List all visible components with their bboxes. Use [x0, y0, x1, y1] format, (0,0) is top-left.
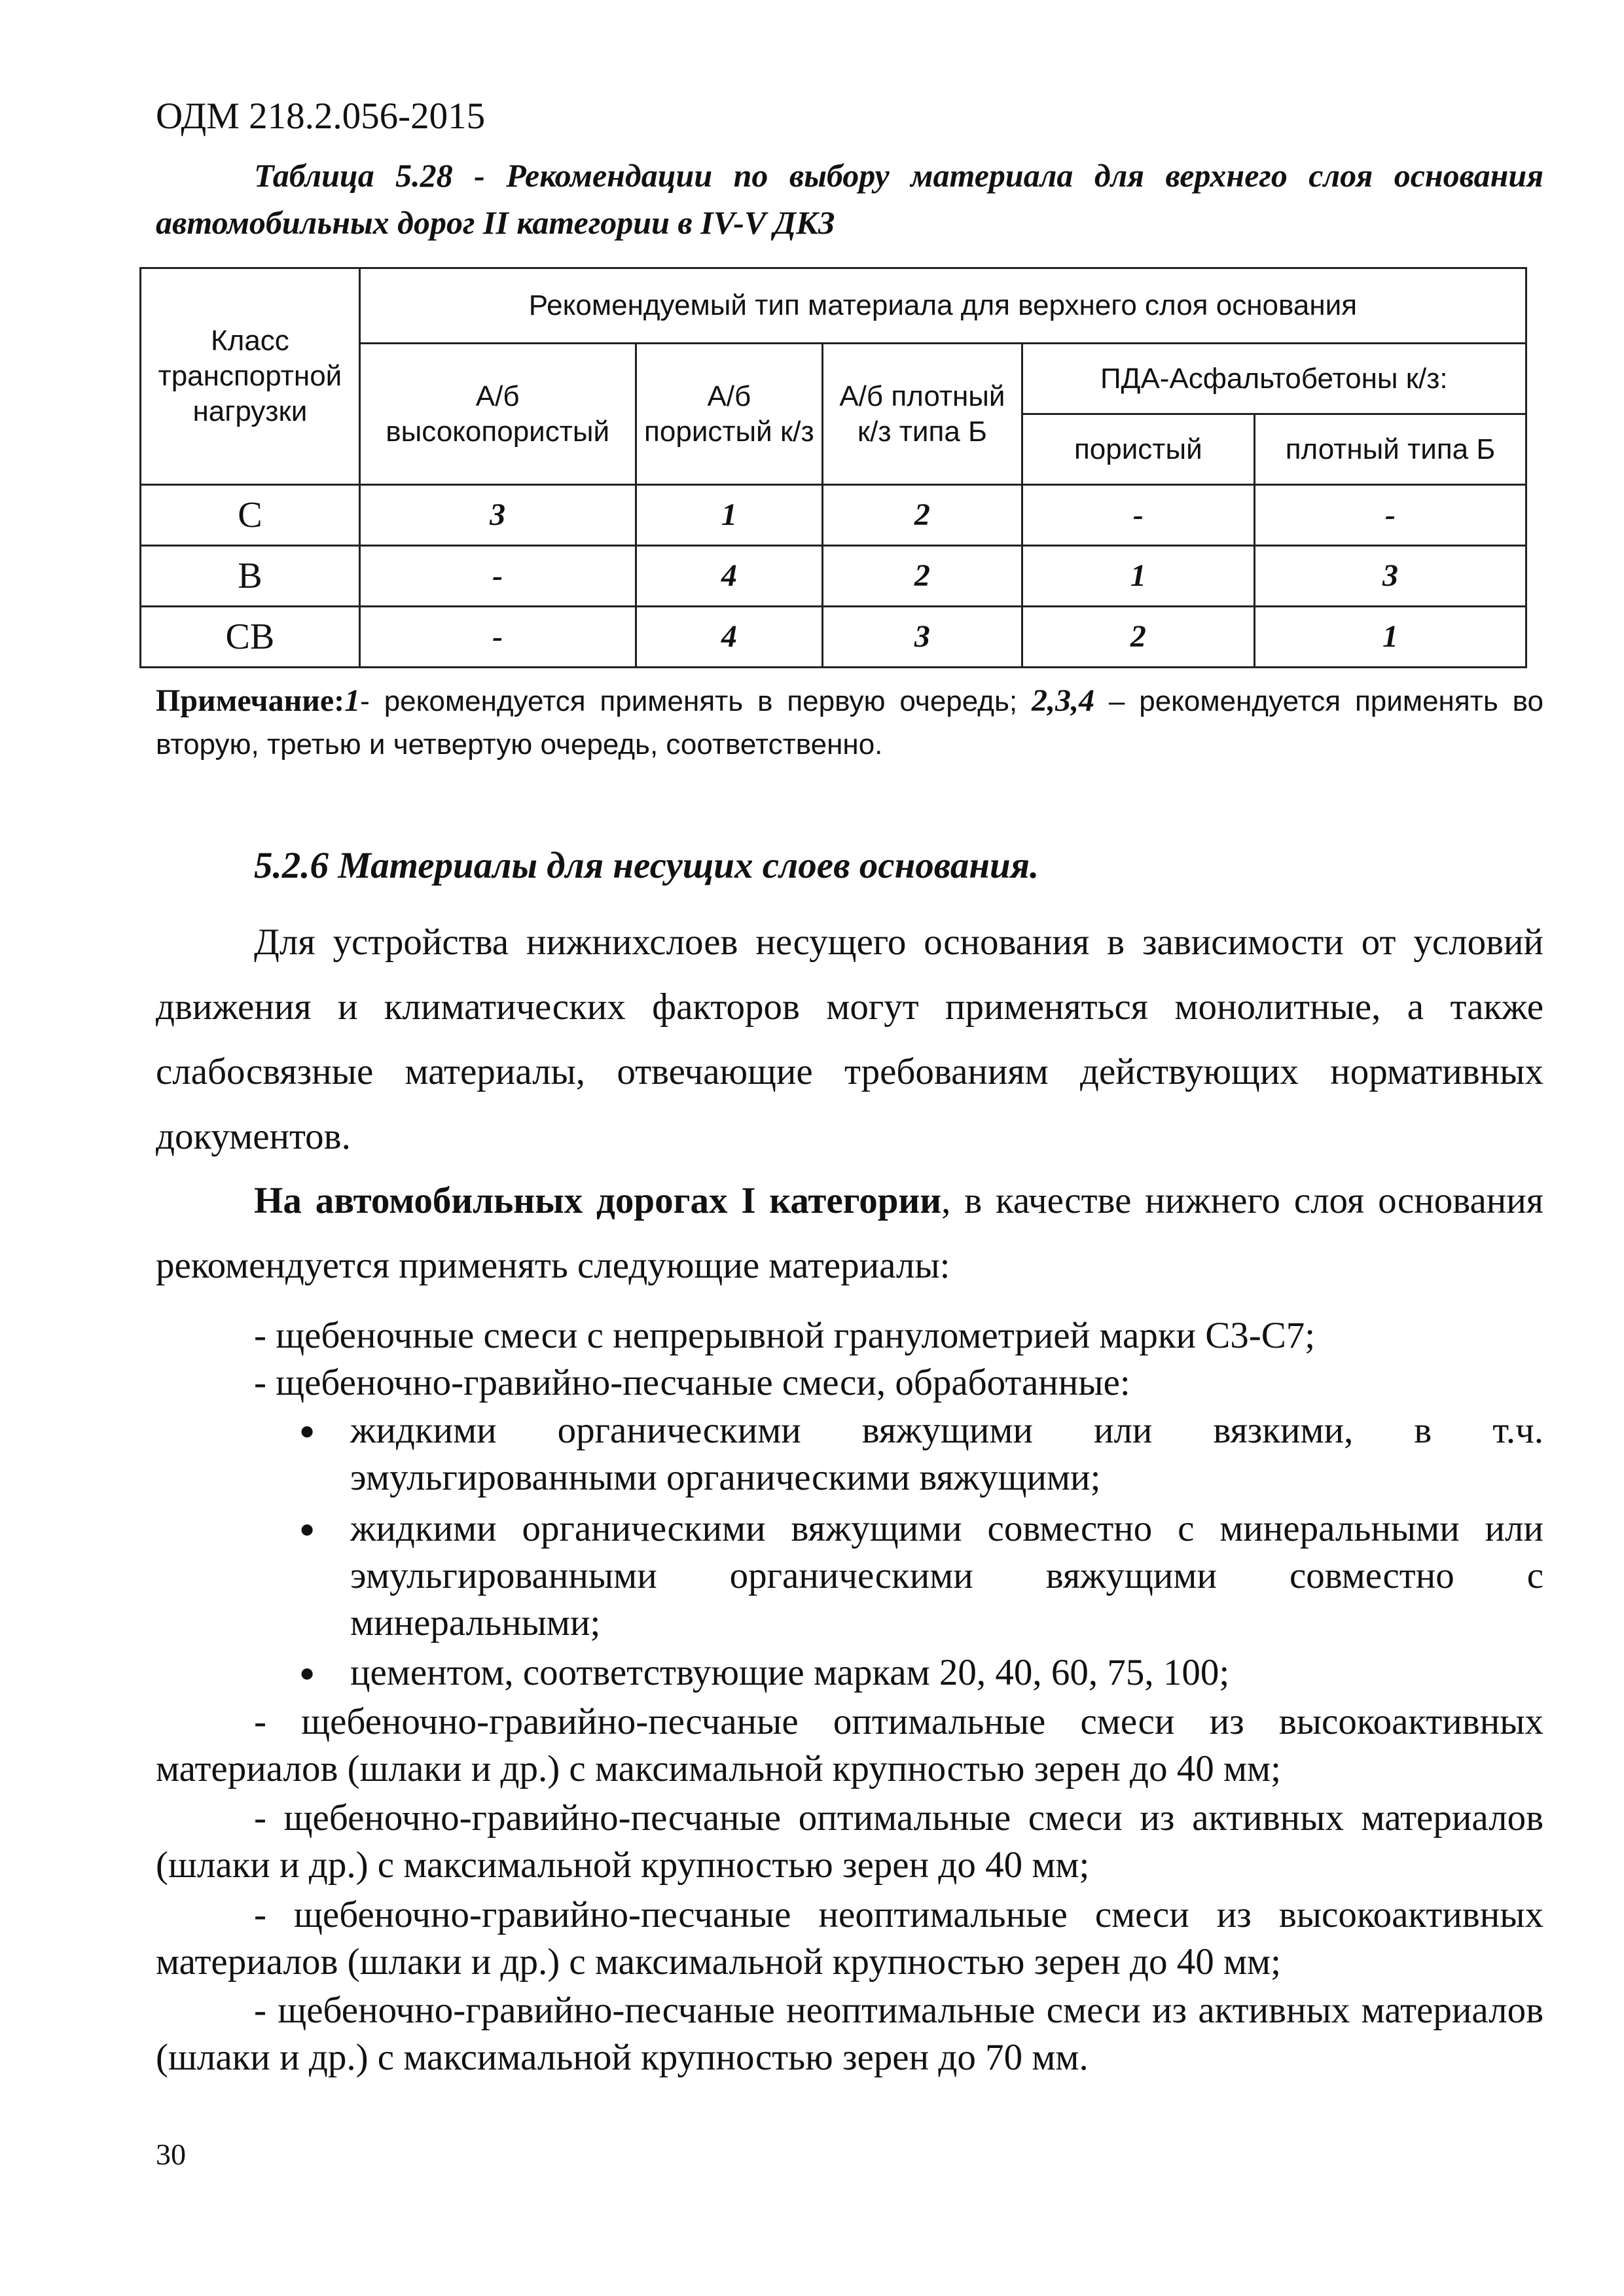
bullet-text: цементом, соответствующие маркам 20, 40, 60, 75, 100;	[350, 1652, 1230, 1693]
table-cell: 3	[823, 607, 1022, 668]
bullet-item	[299, 1649, 1543, 1696]
table-row	[141, 607, 1526, 668]
table-row	[141, 485, 1526, 546]
row-class: СВ	[141, 607, 360, 668]
table-cell: 1	[1022, 546, 1254, 607]
header-pda: ПДА-Асфальтобетоны к/з:	[1022, 344, 1526, 414]
paragraph-1-text: Для устройства нижнихслоев несущего основания в зависимости от условий движения и климатических факторов могут применяться монолитные, а также слабосвязные материалы, отвечающие требованиям действующих нормативных документов.	[156, 922, 1543, 1157]
table-cell: -	[1022, 485, 1254, 546]
table-cell: -	[359, 546, 636, 607]
document-header: ОДМ 218.2.056-2015	[156, 96, 486, 137]
list-item: - щебеночно-гравийно-песчаные оптимальные смеси из высокоактивных материалов (шлаки и др.) с максимальной крупностью зерен до 40 мм;	[156, 1701, 1543, 1789]
table-cell: 4	[636, 546, 823, 607]
table-cell: 4	[636, 607, 823, 668]
paragraph-2-text: , в качестве нижнего слоя основания рекомендуется применять следующие материалы:	[156, 1180, 1543, 1286]
note-text1: - рекомендуется применять в первую очередь;	[360, 685, 1018, 717]
section-title: 5.2.6 Материалы для несущих слоев основания.	[254, 845, 1039, 886]
list-item: - щебеночно-гравийно-песчаные неоптимальные смеси из высокоактивных материалов (шлаки и др.) с максимальной крупностью зерен до 40 мм;	[156, 1894, 1543, 1982]
table-cell: 2	[823, 546, 1022, 607]
header-class: Класс транспортной нагрузки	[141, 268, 360, 485]
paragraph-2	[156, 1168, 1543, 1298]
table-cell: -	[359, 607, 636, 668]
bullet-icon: ●	[299, 1416, 316, 1445]
table-cell: 1	[1254, 607, 1526, 668]
table-cell: 2	[823, 485, 1022, 546]
header-pda-dense: плотный типа Б	[1254, 414, 1526, 485]
list-item: - щебеночные смеси с непрерывной гранулометрией марки С3-С7;	[254, 1315, 1316, 1356]
page-number: 30	[156, 2138, 186, 2171]
table-cell: 2	[1022, 607, 1254, 668]
header-col2: А/б пористый к/з	[636, 344, 823, 485]
note-text2: – рекомендуется применять во вторую, третью и четвертую очередь, соответственно.	[156, 685, 1543, 761]
bullet-text: жидкими органическими вяжущими совместно с минеральными или эмульгированными органическими вяжущими совместно с минеральными;	[350, 1508, 1543, 1643]
note-n1: 1	[344, 683, 361, 718]
list-item: - щебеночно-гравийно-песчаные оптимальные смеси из активных материалов (шлаки и др.) с максимальной крупностью зерен до 40 мм;	[156, 1797, 1543, 1886]
list-item: - щебеночно-гравийно-песчаные неоптимальные смеси из активных материалов (шлаки и др.) с максимальной крупностью зерен до 70 мм.	[156, 1990, 1543, 2078]
bullet-icon: ●	[299, 1514, 316, 1543]
table-note	[156, 679, 1543, 766]
table-cell: 3	[1254, 546, 1526, 607]
header-pda-porous: пористый	[1022, 414, 1254, 485]
row-class: В	[141, 546, 360, 607]
bullet-item	[299, 1407, 1543, 1501]
bullet-icon: ●	[299, 1658, 316, 1687]
paragraph-2-bold: На автомобильных дорогах I категории	[254, 1180, 942, 1221]
table-caption	[156, 152, 1543, 246]
table-cell: 3	[359, 485, 636, 546]
recommendation-table	[139, 267, 1527, 668]
paragraph-1	[156, 910, 1543, 1169]
table-cell: 1	[636, 485, 823, 546]
header-col3: А/б плотный к/з типа Б	[823, 344, 1022, 485]
header-group: Рекомендуемый тип материала для верхнего слоя основания	[359, 268, 1526, 344]
bullet-item	[299, 1505, 1543, 1647]
note-label: Примечание:	[156, 683, 345, 718]
table-row	[141, 546, 1526, 607]
bullet-text: жидкими органическими вяжущими или вязкими, в т.ч. эмульгированными органическими вяжущими;	[350, 1410, 1543, 1498]
row-class: С	[141, 485, 360, 546]
note-n2: 2,3,4	[1032, 683, 1094, 718]
list-item: - щебеночно-гравийно-песчаные смеси, обработанные:	[254, 1362, 1130, 1403]
header-col1: А/б высокопористый	[359, 344, 636, 485]
table-cell: -	[1254, 485, 1526, 546]
table-caption-text: Таблица 5.28 - Рекомендации по выбору материала для верхнего слоя основания автомобильных дорог II категории в IV-V ДКЗ	[156, 157, 1543, 241]
